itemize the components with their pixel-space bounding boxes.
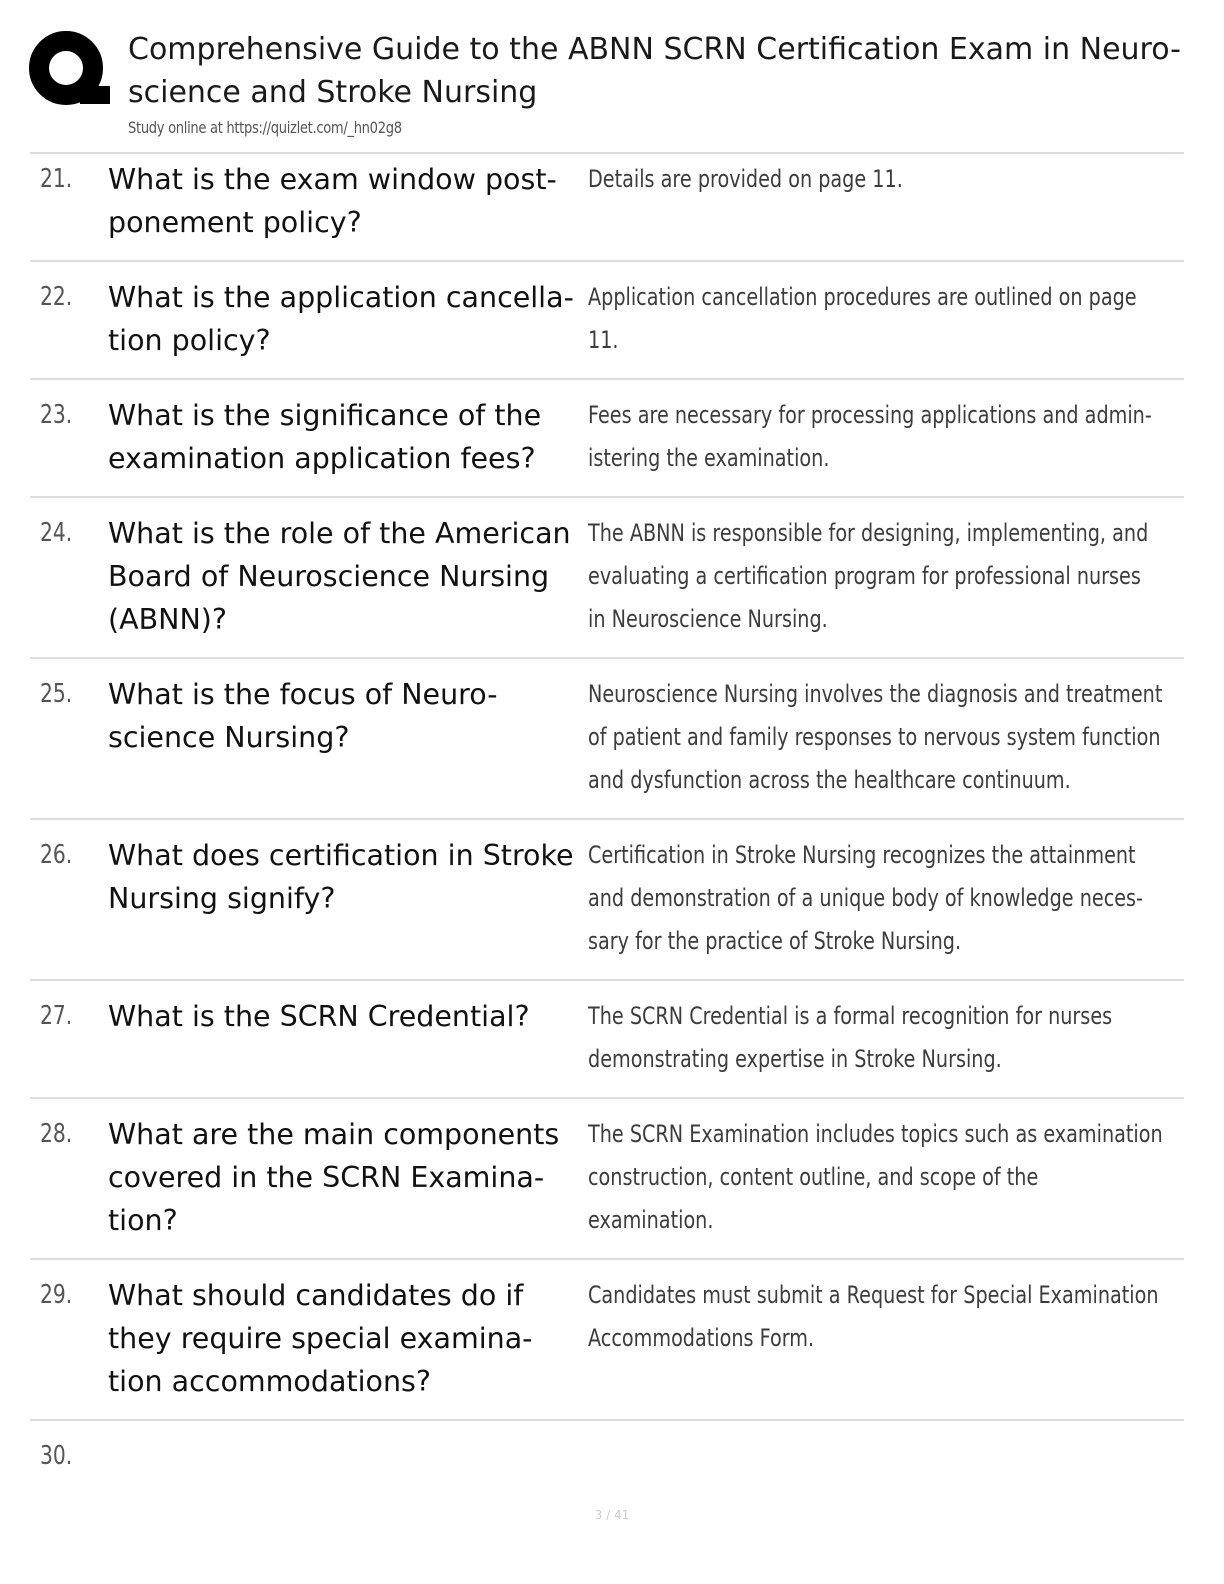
card-question: What is the focus of Neuro-science Nursing?: [108, 678, 498, 754]
card-question: What are the main components covered in the SCRN Examina-tion?: [108, 1118, 560, 1237]
card-answer: The ABNN is responsible for designing, implementing, and evaluating a certification program for professional nurses in Neuroscience Nursing.: [588, 519, 1149, 633]
flashcard-row: [30, 512, 1184, 659]
row-divider: [30, 260, 1184, 262]
flashcard-row: [30, 995, 1184, 1099]
flashcard-row: [30, 1435, 1184, 1495]
header-divider: [30, 152, 1184, 154]
flashcard-row: [30, 834, 1184, 981]
card-question: What is the SCRN Credential?: [108, 1000, 530, 1033]
row-divider: [30, 496, 1184, 498]
card-answer: Fees are necessary for processing applications and admin-istering the examination.: [588, 401, 1152, 472]
card-answer: The SCRN Credential is a formal recognition for nurses demonstrating expertise in Stroke Nursing.: [588, 1002, 1113, 1073]
card-answer: The SCRN Examination includes topics such as examination construction, content outline, and scope of the examination.: [588, 1120, 1163, 1234]
card-question: What is the application cancella-tion policy?: [108, 281, 574, 357]
row-divider: [30, 1097, 1184, 1099]
card-question: What does certification in Stroke Nursing signify?: [108, 839, 574, 915]
card-number: 30.: [40, 1441, 73, 1471]
card-number: 23.: [40, 400, 73, 430]
row-divider: [30, 1419, 1184, 1421]
study-link[interactable]: Study online at https://quizlet.com/_hn02g8: [128, 118, 402, 137]
card-number: 29.: [40, 1280, 73, 1310]
row-divider: [30, 378, 1184, 380]
card-question: What is the significance of the examination application fees?: [108, 399, 542, 475]
card-answer: Application cancellation procedures are outlined on page 11.: [588, 283, 1137, 354]
page-number: 3 / 41: [594, 1508, 630, 1522]
flashcard-row: [30, 673, 1184, 820]
card-number: 24.: [40, 518, 73, 548]
row-divider: [30, 818, 1184, 820]
flashcard-row: [30, 1274, 1184, 1421]
card-number: 26.: [40, 840, 73, 870]
flashcard-row: [30, 276, 1184, 380]
card-number: 28.: [40, 1119, 73, 1149]
card-number: 27.: [40, 1001, 73, 1031]
flashcard-row: [30, 158, 1184, 262]
card-number: 22.: [40, 282, 73, 312]
flashcard-row: [30, 394, 1184, 498]
row-divider: [30, 1258, 1184, 1260]
card-question: What should candidates do if they require special examina-tion accommodations?: [108, 1279, 533, 1398]
card-number: 25.: [40, 679, 73, 709]
document-title: Comprehensive Guide to the ABNN SCRN Certification Exam in Neuro-science and Stroke Nursing: [128, 32, 1181, 110]
card-answer: Neuroscience Nursing involves the diagnosis and treatment of patient and family responses to nervous system function and dysfunction across the healthcare continuum.: [588, 680, 1163, 794]
card-answer: Candidates must submit a Request for Special Examination Accommodations Form.: [588, 1281, 1159, 1352]
card-question: What is the exam window post-ponement policy?: [108, 163, 557, 239]
row-divider: [30, 979, 1184, 981]
card-number: 21.: [40, 164, 73, 194]
card-answer: Details are provided on page 11.: [588, 165, 903, 193]
row-divider: [30, 657, 1184, 659]
card-answer: Certification in Stroke Nursing recognizes the attainment and demonstration of a unique body of knowledge neces-sary for the practice of Stroke Nursing.: [588, 841, 1143, 955]
flashcard-row: [30, 1113, 1184, 1260]
quizlet-logo-icon: [28, 30, 110, 108]
card-question: What is the role of the American Board of Neuroscience Nursing (ABNN)?: [108, 517, 571, 636]
